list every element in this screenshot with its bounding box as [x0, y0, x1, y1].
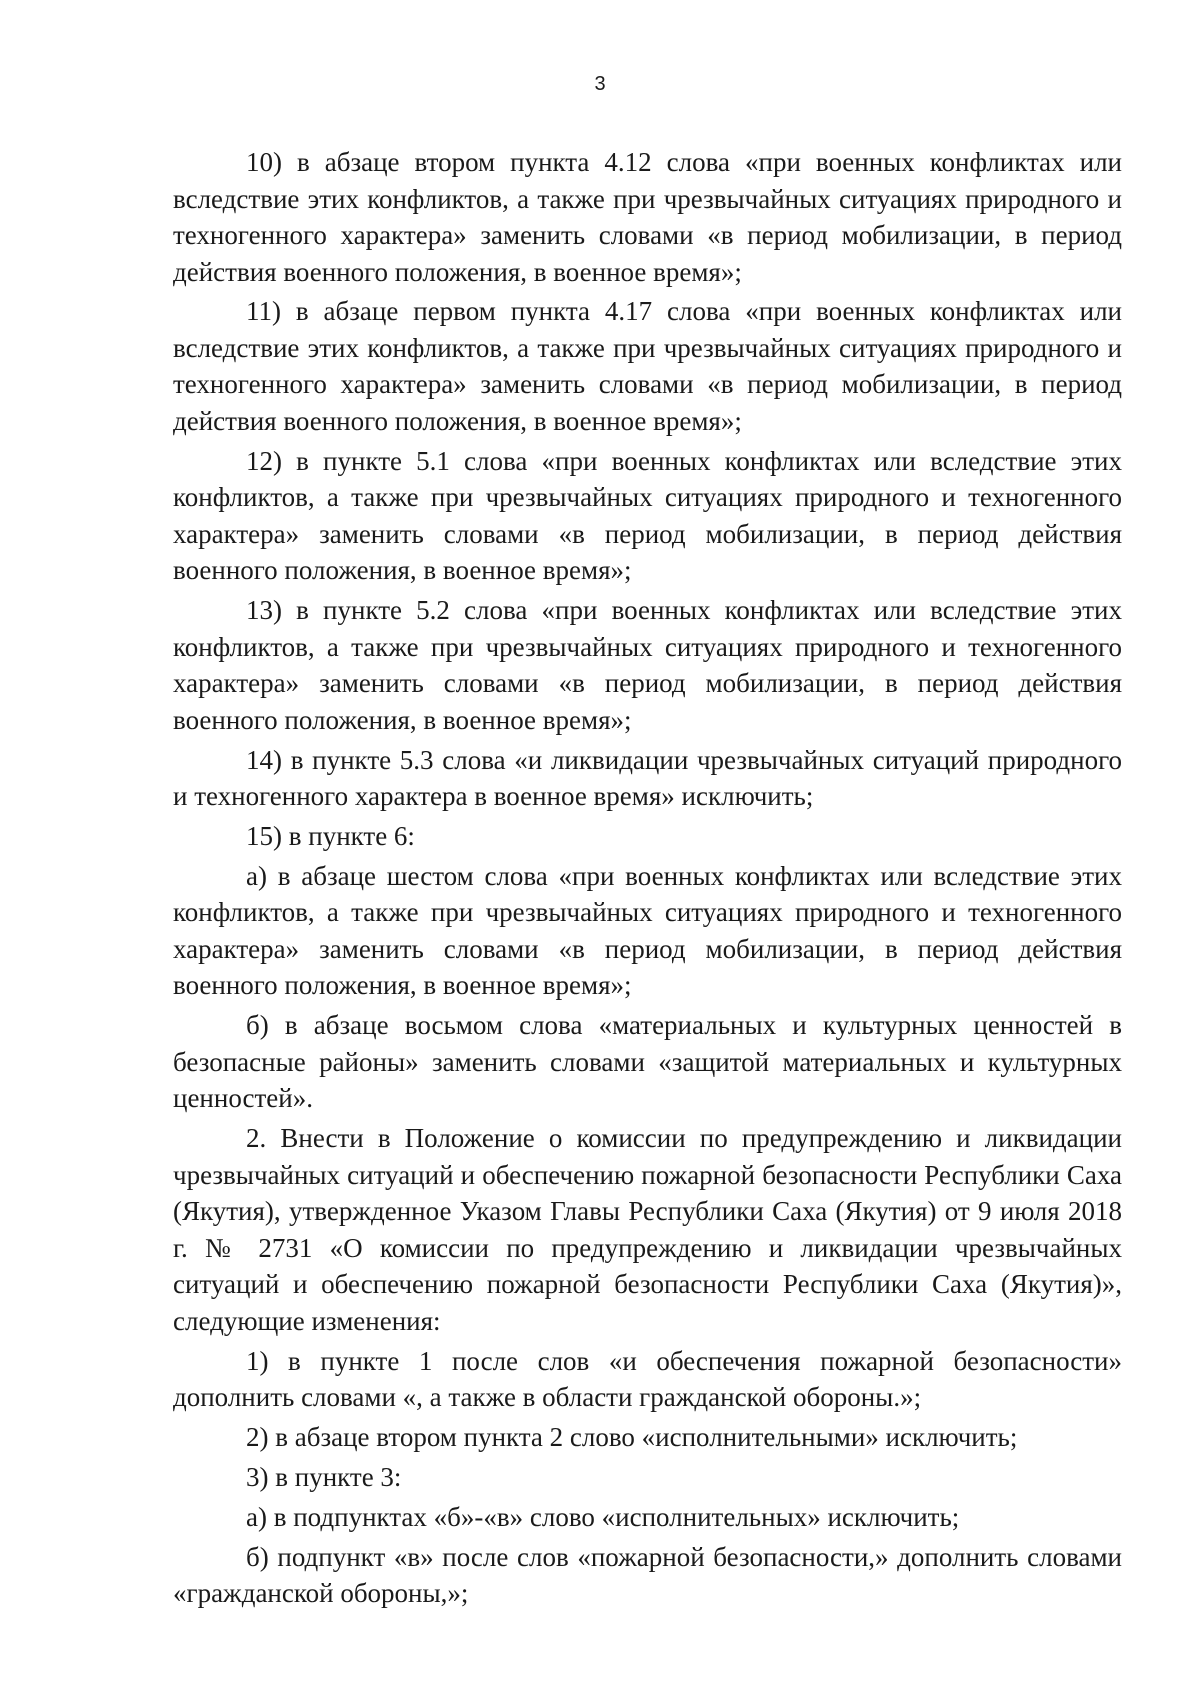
document-body: [173, 144, 1122, 1615]
paragraph-item-1: 1) в пункте 1 после слов «и обеспечения пожарной безопасности» дополнить словами «, а также в области гражданской обороны.»;: [173, 1345, 1122, 1413]
paragraph-item-10: 10) в абзаце втором пункта 4.12 слова «при военных конфликтах или вследствие этих конфликтов, а также при чрезвычайных ситуациях природного и техногенного характера» заменить словами «в период мобилизации, в период действия военного положения, в военное время»;: [173, 147, 1122, 287]
paragraph-item-12: 12) в пункте 5.1 слова «при военных конфликтах или вследствие этих конфликтов, а также при чрезвычайных ситуациях природного и техногенного характера» заменить словами «в период мобилизации, в период действия военного положения, в военное время»;: [173, 445, 1122, 586]
paragraph-item-11: 11) в абзаце первом пункта 4.17 слова «при военных конфликтах или вследствие этих конфликтов, а также при чрезвычайных ситуациях природного и техногенного характера» заменить словами «в период мобилизации, в период действия военного положения, в военное время»;: [173, 296, 1122, 436]
paragraph-item-15: 15) в пункте 6:: [246, 820, 415, 851]
paragraph-subitem-a: а) в абзаце шестом слова «при военных конфликтах или вследствие этих конфликтов, а также при чрезвычайных ситуациях природного и техногенного характера» заменить словами «в период мобилизации, в период действия военного положения, в военное время»;: [173, 860, 1122, 1001]
paragraph-item-2: 2) в абзаце втором пункта 2 слово «исполнительными» исключить;: [246, 1421, 1018, 1452]
paragraph-subitem-a-2: а) в подпунктах «б»-«в» слово «исполнительных» исключить;: [246, 1501, 960, 1532]
page-number: 3: [594, 73, 606, 95]
paragraph-subitem-b-2: б) подпункт «в» после слов «пожарной безопасности,» дополнить словами «гражданской обороны,»;: [173, 1541, 1122, 1609]
paragraph-item-3: 3) в пункте 3:: [246, 1461, 402, 1492]
paragraph-section-2: 2. Внести в Положение о комиссии по предупреждению и ликвидации чрезвычайных ситуаций и обеспечению пожарной безопасности Республики Саха (Якутия), утвержденное Указом Главы Республики Саха (Якутия) от 9 июля 2018 г. № 2731 «О комиссии по предупреждению и ликвидации чрезвычайных ситуаций и обеспечению пожарной безопасности Республики Саха (Якутия)», следующие изменения:: [173, 1123, 1122, 1336]
paragraph-item-14: 14) в пункте 5.3 слова «и ликвидации чрезвычайных ситуаций природного и техногенного характера в военное время» исключить;: [173, 744, 1122, 812]
paragraph-subitem-b: б) в абзаце восьмом слова «материальных и культурных ценностей в безопасные районы» заменить словами «защитой материальных и культурных ценностей».: [173, 1010, 1122, 1114]
paragraph-item-13: 13) в пункте 5.2 слова «при военных конфликтах или вследствие этих конфликтов, а также при чрезвычайных ситуациях природного и техногенного характера» заменить словами «в период мобилизации, в период действия военного положения, в военное время»;: [173, 595, 1122, 735]
